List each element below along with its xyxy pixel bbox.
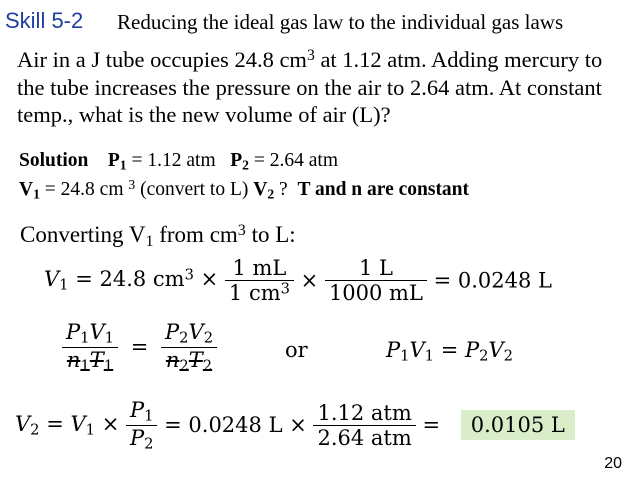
v1-value: = 24.8 cm (39, 179, 129, 200)
fa-p2-sub: 2 (144, 435, 154, 453)
solution-line-2 (19, 176, 470, 202)
skill-label: Skill 5-2 (5, 8, 84, 33)
conversion-heading (20, 222, 296, 251)
v1-sup: 3 (128, 176, 136, 192)
fin-v1-sub: 1 (85, 421, 96, 439)
gl-p1-sub: 1 (80, 329, 90, 347)
fa-numerator (126, 398, 158, 426)
fin-eq1: = (39, 411, 71, 436)
fin-v2: V (15, 411, 31, 436)
conv-times-2: × (293, 268, 325, 293)
bl-p1-sub: 1 (400, 347, 410, 365)
fraction-ml-per-cm3 (225, 256, 294, 305)
v2-question: ? (274, 179, 293, 200)
combined-gas-law (62, 320, 217, 374)
slide-subtitle: Reducing the ideal gas law to the individual gas laws (117, 10, 564, 34)
conv-lead-sup: 3 (237, 221, 246, 239)
final-equation (15, 398, 575, 452)
gl-v2: V (188, 320, 204, 344)
fa-p2: P (129, 425, 145, 450)
boyles-law (386, 338, 513, 365)
constants-note: T and n are constant (297, 179, 470, 200)
fb-numerator: 1.12 atm (313, 401, 415, 426)
gl-t1-sub: 1 (103, 357, 114, 375)
v1-letter: V (19, 179, 34, 200)
left-fraction (62, 320, 118, 374)
conv-result: = 0.0248 L (426, 268, 552, 293)
gl-n1-sub: 1 (80, 357, 90, 375)
v2-letter: V (253, 179, 268, 200)
conv-lhs-sub: 1 (59, 276, 69, 294)
pressure-ratio-symbolic (126, 398, 158, 452)
gl-v1-sub: 1 (104, 329, 115, 347)
bl-p2-sub: 2 (479, 347, 489, 365)
p2-value: = 2.64 atm (249, 150, 338, 171)
f2-denominator: 1000 mL (328, 281, 423, 305)
p2-letter: P (230, 150, 243, 171)
problem-sup: 3 (306, 46, 315, 64)
gl-t1: T (89, 347, 104, 372)
p2-sub: 2 (242, 157, 249, 173)
conv-lead-end: to L: (245, 222, 296, 247)
gl-p2-sub: 2 (179, 329, 189, 347)
pressure-ratio-values (313, 401, 415, 450)
conv-lead: Converting V (20, 222, 146, 247)
fin-times: × (95, 411, 126, 436)
conv-lhs: V (44, 267, 60, 292)
f2-numerator: 1 L (325, 256, 427, 281)
p1-value: = 1.12 atm (126, 150, 216, 171)
p1-sub: 1 (119, 157, 127, 173)
gl-v1: V (89, 320, 105, 344)
gl-n2-sub: 2 (179, 357, 189, 375)
gl-n2: n (165, 347, 180, 372)
fin-v2-sub: 2 (30, 421, 40, 439)
fa-p1: P (129, 398, 145, 422)
gl-n1: n (66, 347, 81, 372)
fraction-l-per-ml (325, 256, 427, 305)
v1-sub: 1 (33, 186, 40, 202)
gl-equals: = (130, 335, 149, 360)
v2-sub: 2 (267, 186, 275, 202)
fa-denominator (126, 426, 158, 453)
bl-p1: P (386, 338, 401, 362)
conv-eq: = 24.8 cm (68, 267, 185, 292)
gl-v2-sub: 2 (203, 329, 214, 347)
problem-text-1: Air in a J tube occupies 24.8 cm (17, 47, 307, 72)
f1-denominator (225, 281, 294, 305)
bl-p2: P (464, 338, 480, 362)
left-numerator (62, 320, 118, 348)
fin-eq2: = (415, 413, 447, 438)
gl-t2-sub: 2 (202, 357, 213, 375)
solution-label: Solution (19, 150, 89, 171)
page-number: 20 (604, 455, 622, 472)
right-denominator (161, 348, 217, 375)
fb-denominator: 2.64 atm (317, 425, 412, 450)
p2-label (230, 150, 249, 171)
fin-mid: = 0.0248 L × (157, 413, 314, 438)
gl-t2: T (188, 347, 203, 372)
right-fraction (161, 320, 217, 374)
conv-times-1: × (193, 267, 225, 292)
v1-note: (convert to L) (135, 179, 254, 200)
f1-den-sup: 3 (280, 280, 290, 298)
answer-box: 0.0105 L (461, 410, 575, 440)
p1-letter: P (107, 150, 120, 171)
gl-p1: P (66, 320, 81, 344)
bl-v1-sub: 1 (424, 347, 435, 365)
bl-eq: = (434, 338, 465, 362)
conv-eq-sup: 3 (184, 266, 194, 284)
v1-label (19, 179, 40, 200)
right-numerator (161, 320, 217, 348)
problem-text-2: at 1.12 atm. Adding mercury to the tube increases the pressure on the air to 2.64 atm. At constant temp., what is the new volume of air (L)? (17, 47, 603, 127)
v2-label (253, 179, 274, 200)
f1-numerator: 1 mL (225, 256, 294, 281)
bl-v1: V (409, 338, 425, 362)
problem-statement (17, 46, 632, 129)
conv-lead-tail: from cm (153, 222, 238, 247)
bl-v2: V (488, 338, 504, 362)
gl-p2: P (165, 320, 180, 344)
left-denominator (62, 348, 118, 375)
fin-v1: V (70, 411, 86, 436)
bl-v2-sub: 2 (503, 347, 514, 365)
or-label: or (285, 338, 308, 362)
fa-p1-sub: 1 (144, 407, 154, 425)
f1-den-text: 1 cm (228, 281, 281, 305)
p1-label (108, 150, 127, 171)
conv-lead-sub: 1 (145, 233, 154, 251)
solution-line-1 (19, 150, 338, 173)
conversion-equation (44, 256, 552, 305)
